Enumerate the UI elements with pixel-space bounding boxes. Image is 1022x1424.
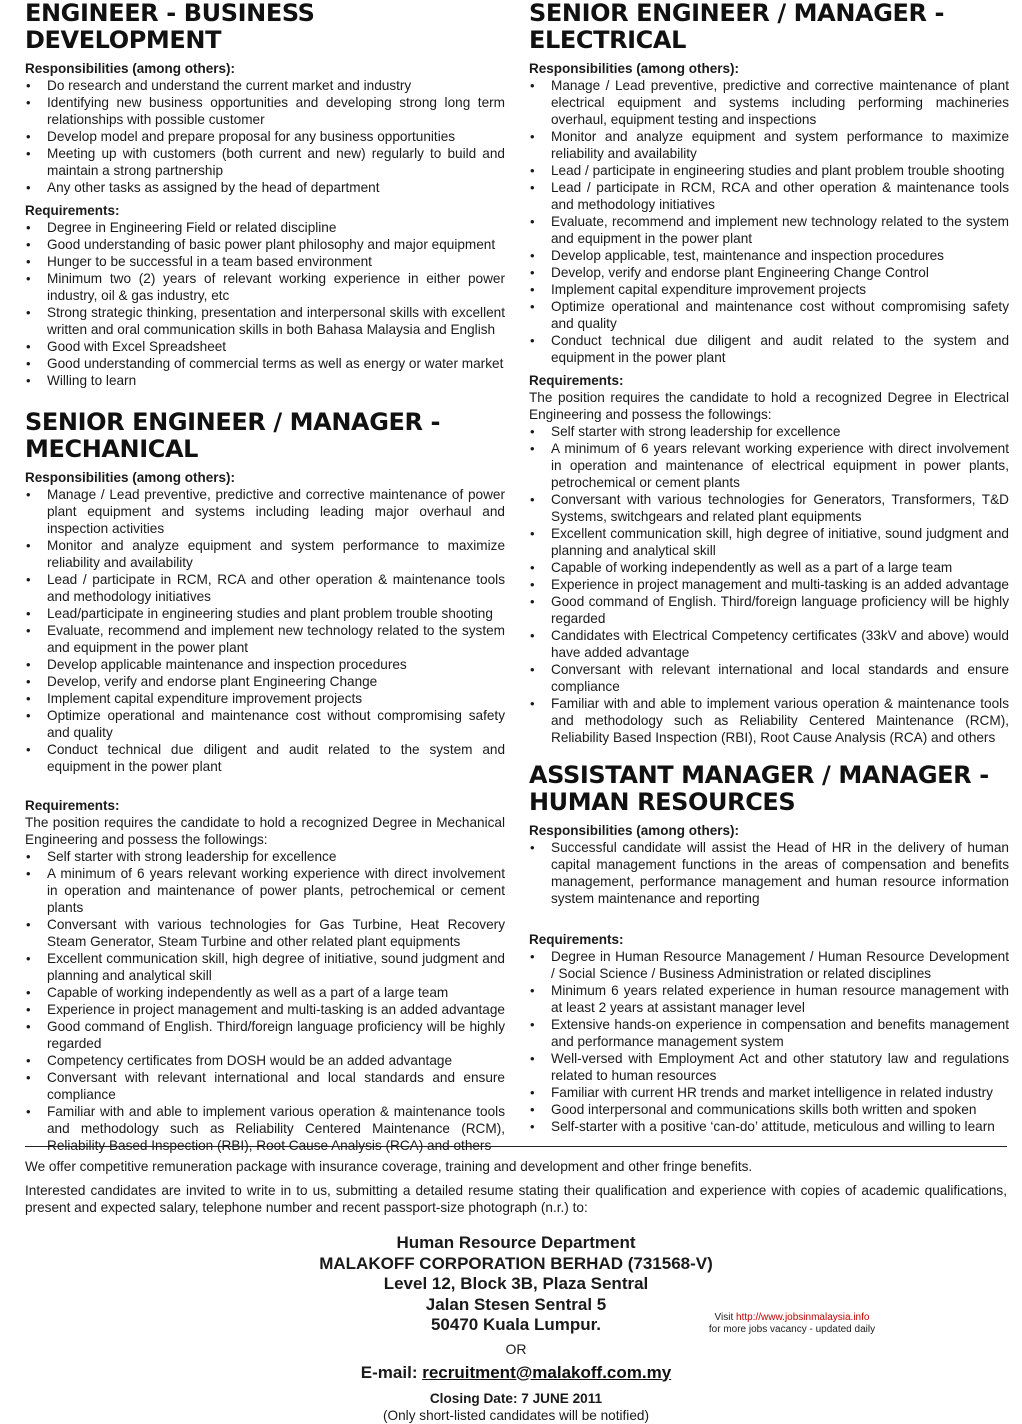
list-item: • Willing to learn: [47, 372, 505, 389]
list-item: • Good with Excel Spreadsheet: [47, 338, 505, 355]
list-item: • A minimum of 6 years relevant working experience with direct involvement in operation and maintenance of power plants, petrochemical or cement plants: [47, 865, 505, 916]
list-item: • Develop model and prepare proposal for any business opportunities: [47, 128, 505, 145]
list-item: • Lead / participate in RCM, RCA and other operation & maintenance tools and methodology initiatives: [47, 571, 505, 605]
right-column: [529, 0, 1009, 1135]
list-item: • Self starter with strong leadership for excellence: [47, 848, 505, 865]
job-title: [529, 0, 1009, 54]
list-item: • Good understanding of commercial terms as well as energy or water market: [47, 355, 505, 372]
responsibilities-section: [25, 60, 505, 196]
email-label: E-mail:: [360, 1362, 423, 1382]
list-item: • Successful candidate will assist the Head of HR in the delivery of human capital management functions in the areas of compensation and benefits management, performance management and human resource information system maintenance and reporting: [551, 839, 1009, 907]
requirements-section: [529, 931, 1009, 1135]
or-separator: OR: [505, 1340, 527, 1357]
address-line: Level 12, Block 3B, Plaza Sentral: [383, 1274, 649, 1293]
bullet-list: [529, 839, 1009, 907]
list-item: • Hunger to be successful in a team based environment: [47, 253, 505, 270]
list-item: • Lead/participate in engineering studies and plant problem trouble shooting: [47, 605, 505, 622]
job-title: [25, 0, 505, 54]
left-column: [25, 0, 505, 1154]
list-item: • Good command of English. Third/foreign language proficiency will be highly regarded: [47, 1018, 505, 1052]
list-item: • Well-versed with Employment Act and other statutory law and regulations related to human resources: [551, 1050, 1009, 1084]
list-item: • Implement capital expenditure improvement projects: [551, 281, 1009, 298]
shortlist-note: (Only short-listed candidates will be notified): [383, 1407, 649, 1423]
jobs-site-link[interactable]: http://www.jobsinmalaysia.info: [736, 1312, 870, 1323]
list-item: • Meeting up with customers (both current and new) regularly to build and maintain a strong partnership: [47, 145, 505, 179]
section-heading: Responsibilities (among others):: [25, 470, 236, 485]
list-item: • Conduct technical due diligent and audit related to the system and equipment in the power plant: [551, 332, 1009, 366]
list-item: • Manage / Lead preventive, predictive and corrective maintenance of power plant equipment and systems including leading major overhaul and inspection activities: [47, 486, 505, 537]
bullet-list: [25, 219, 505, 389]
job-title: [25, 409, 505, 463]
job-title-line: ASSISTANT MANAGER / MANAGER -: [529, 761, 989, 789]
section-heading: Responsibilities (among others):: [25, 61, 236, 76]
list-item: • Capable of working independently as well as a part of a large team: [47, 984, 505, 1001]
job-title-line: SENIOR ENGINEER / MANAGER -: [529, 0, 945, 27]
job-title-line: MECHANICAL: [25, 435, 199, 463]
list-item: • Conversant with various technologies for Gas Turbine, Heat Recovery Steam Generator, Steam Turbine and other related plant equipments: [47, 916, 505, 950]
address-line: 50470 Kuala Lumpur.: [430, 1315, 602, 1334]
list-item: • Monitor and analyze equipment and system performance to maximize reliability and availability: [551, 128, 1009, 162]
list-item: • Lead / participate in RCM, RCA and other operation & maintenance tools and methodology initiatives: [551, 179, 1009, 213]
list-item: • Conversant with relevant international and local standards and ensure compliance: [551, 661, 1009, 695]
closing-date: Closing Date: 7 JUNE 2011: [429, 1390, 603, 1406]
list-item: • Degree in Engineering Field or related discipline: [47, 219, 505, 236]
bullet-list: [25, 77, 505, 196]
list-item: • Good understanding of basic power plant philosophy and major equipment: [47, 236, 505, 253]
job-posting: [25, 0, 505, 389]
list-item: • Develop, verify and endorse plant Engineering Change: [47, 673, 505, 690]
list-item: • Familiar with current HR trends and market intelligence in related industry: [551, 1084, 1009, 1101]
list-item: • Identifying new business opportunities and developing strong long term relationships with possible customer: [47, 94, 505, 128]
jobs-site-visit: Visit http://www.jobsinmalaysia.info: [714, 1312, 870, 1323]
jobs-site-note: [702, 1312, 882, 1336]
section-heading: Responsibilities (among others):: [529, 61, 740, 76]
section-heading: Requirements:: [25, 798, 120, 813]
job-posting: [529, 0, 1009, 746]
job-title-line: SENIOR ENGINEER / MANAGER -: [25, 408, 441, 436]
list-item: • Candidates with Electrical Competency certificates (33kV and above) would have added advantage: [551, 627, 1009, 661]
list-item: • Any other tasks as assigned by the head of department: [47, 179, 505, 196]
job-title-line: ENGINEER - BUSINESS DEVELOPMENT: [25, 0, 315, 54]
list-item: • Manage / Lead preventive, predictive and corrective maintenance of plant electrical equipment and systems including performing machineries overhaul, equipment testing and inspections: [551, 77, 1009, 128]
job-title-line: HUMAN RESOURCES: [529, 788, 796, 816]
list-item: • Evaluate, recommend and implement new technology related to the system and equipment in the power plant: [551, 213, 1009, 247]
list-item: • Conversant with relevant international and local standards and ensure compliance: [47, 1069, 505, 1103]
list-item: • Self starter with strong leadership for excellence: [551, 423, 1009, 440]
list-item: • A minimum of 6 years relevant working experience with direct involvement in operation and maintenance of electrical equipment in power plants, petrochemical or cement plants: [551, 440, 1009, 491]
list-item: • Strong strategic thinking, presentation and interpersonal skills with excellent written and oral communication skills in both Bahasa Malaysia and English: [47, 304, 505, 338]
list-item: • Evaluate, recommend and implement new technology related to the system and equipment in the power plant: [47, 622, 505, 656]
list-item: • Excellent communication skill, high degree of initiative, sound judgment and planning and analytical skill: [47, 950, 505, 984]
job-posting: [25, 409, 505, 1154]
list-item: • Monitor and analyze equipment and system performance to maximize reliability and availability: [47, 537, 505, 571]
responsibilities-section: [529, 822, 1009, 907]
list-item: • Capable of working independently as well as a part of a large team: [551, 559, 1009, 576]
section-heading: Requirements:: [25, 203, 120, 218]
bullet-list: [529, 423, 1009, 746]
list-item: • Develop applicable, test, maintenance and inspection procedures: [551, 247, 1009, 264]
job-title-line: ELECTRICAL: [529, 26, 686, 54]
list-item: • Optimize operational and maintenance cost without compromising safety and quality: [551, 298, 1009, 332]
responsibilities-section: [529, 60, 1009, 366]
email-line: [270, 1362, 762, 1384]
list-item: • Develop applicable maintenance and inspection procedures: [47, 656, 505, 673]
section-intro: The position requires the candidate to hold a recognized Degree in Electrical Engineering and possess the followings:: [529, 390, 1009, 422]
list-item: • Excellent communication skill, high degree of initiative, sound judgment and planning and analytical skill: [551, 525, 1009, 559]
job-posting: [529, 762, 1009, 1135]
section-heading: Responsibilities (among others):: [529, 823, 740, 838]
email-link[interactable]: recruitment@malakoff.com.my: [422, 1362, 672, 1382]
bullet-list: [25, 848, 505, 1154]
list-item: • Experience in project management and multi-tasking is an added advantage: [551, 576, 1009, 593]
list-item: • Conduct technical due diligent and audit related to the system and equipment in the power plant: [47, 741, 505, 775]
address-line: Human Resource Department: [396, 1233, 636, 1252]
section-heading: Requirements:: [529, 373, 624, 388]
bullet-list: [529, 948, 1009, 1135]
section-intro: The position requires the candidate to hold a recognized Degree in Mechanical Engineering and possess the followings:: [25, 815, 505, 847]
list-item: • Good command of English. Third/foreign language proficiency will be highly regarded: [551, 593, 1009, 627]
list-item: • Familiar with and able to implement various operation & maintenance tools and methodology such as Reliability Centered Maintenance (RCM), Reliability Based Inspection (RBI), Root Cause Analysis (RCA) and others: [47, 1103, 505, 1154]
list-item: • Minimum 6 years related experience in human resource management with at least 2 years at assistant manager level: [551, 982, 1009, 1016]
footer-divider: [25, 1146, 1007, 1147]
list-item: • Implement capital expenditure improvement projects: [47, 690, 505, 707]
section-heading: Requirements:: [529, 932, 624, 947]
address-line: MALAKOFF CORPORATION BERHAD (731568-V): [319, 1253, 713, 1273]
list-item: • Experience in project management and multi-tasking is an added advantage: [47, 1001, 505, 1018]
address-line: Jalan Stesen Sentral 5: [425, 1294, 607, 1314]
footer: [25, 1158, 1007, 1216]
list-item: • Conversant with various technologies for Generators, Transformers, T&D Systems, switchgears and related plant equipments: [551, 491, 1009, 525]
contact-address: [270, 1233, 762, 1424]
job-title: [529, 762, 1009, 816]
bullet-list: [529, 77, 1009, 366]
bullet-list: [25, 486, 505, 775]
list-item: • Minimum two (2) years of relevant working experience in either power industry, oil & gas industry, etc: [47, 270, 505, 304]
list-item: • Optimize operational and maintenance cost without compromising safety and quality: [47, 707, 505, 741]
requirements-section: [25, 202, 505, 389]
list-item: • Lead / participate in engineering studies and plant problem trouble shooting: [551, 162, 1009, 179]
list-item: • Good interpersonal and communications skills both written and spoken: [551, 1101, 1009, 1118]
list-item: • Familiar with and able to implement various operation & maintenance tools and methodology such as Reliability Centered Maintenance (RCM), Reliability Based Inspection (RBI), Root Cause Analysis (RCA) and others: [551, 695, 1009, 746]
requirements-section: [25, 797, 505, 1154]
list-item: • Degree in Human Resource Management / Human Resource Development / Social Science / Business Administration or related disciplines: [551, 948, 1009, 982]
list-item: • Extensive hands-on experience in compensation and benefits management and performance management system: [551, 1016, 1009, 1050]
list-item: • Develop, verify and endorse plant Engineering Change Control: [551, 264, 1009, 281]
responsibilities-section: [25, 469, 505, 775]
jobs-site-more: for more jobs vacancy - updated daily: [708, 1324, 876, 1335]
invite-text: Interested candidates are invited to write in to us, submitting a detailed resume stating their qualification and experience with copies of academic qualifications, present and expected salary, telephone number and recent passport-size photograph (n.r.) to:: [25, 1183, 1007, 1215]
list-item: • Do research and understand the current market and industry: [47, 77, 505, 94]
list-item: • Self-starter with a positive ‘can-do’ attitude, meticulous and willing to learn: [551, 1118, 1009, 1135]
list-item: • Competency certificates from DOSH would be an added advantage: [47, 1052, 505, 1069]
offer-text: We offer competitive remuneration package with insurance coverage, training and development and other fringe benefits.: [25, 1159, 753, 1174]
requirements-section: [529, 372, 1009, 746]
